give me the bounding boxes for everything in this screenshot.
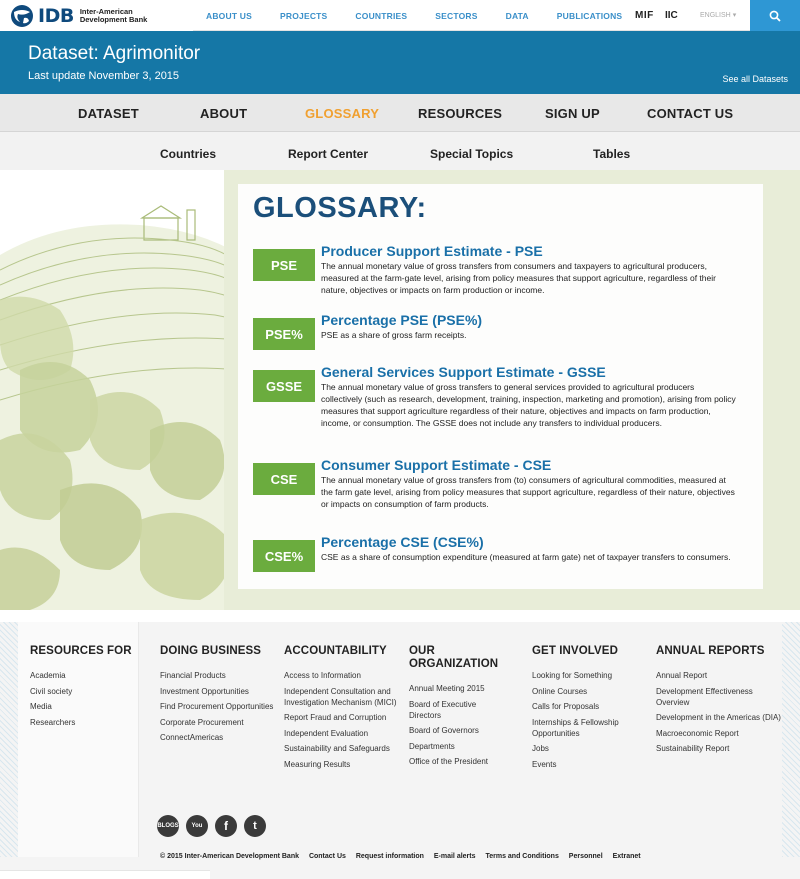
legal-link-personnel[interactable]: Personnel bbox=[568, 853, 603, 860]
footer-link[interactable]: Annual Meeting 2015 bbox=[409, 684, 485, 693]
footer-link[interactable]: Online Courses bbox=[532, 686, 588, 696]
mif-link[interactable]: MIF bbox=[635, 10, 654, 21]
globe-icon bbox=[10, 4, 34, 28]
footer-link[interactable]: Independent Evaluation bbox=[284, 728, 369, 738]
logo-text: IDB bbox=[38, 4, 74, 27]
footer-link[interactable]: Civil society bbox=[30, 686, 73, 696]
topnav-publications[interactable]: PUBLICATIONS bbox=[556, 10, 623, 21]
footer-link[interactable]: Report Fraud and Corruption bbox=[284, 713, 387, 722]
dataset-title: Dataset: Agrimonitor bbox=[28, 43, 201, 64]
topnav-countries[interactable]: COUNTRIES bbox=[355, 10, 408, 21]
footer-link[interactable]: Academia bbox=[30, 671, 66, 680]
blogs-icon[interactable]: BLOGS bbox=[157, 815, 179, 837]
legal-link-email-alerts[interactable]: E-mail alerts bbox=[433, 853, 476, 860]
glossary-term-gsse bbox=[253, 364, 753, 444]
topnav-data[interactable]: DATA bbox=[505, 10, 529, 21]
footer-pattern-left bbox=[0, 622, 18, 857]
footer-link[interactable]: Annual Report bbox=[656, 671, 708, 680]
footer-heading: GET INVOLVED bbox=[532, 645, 618, 657]
iic-link[interactable]: IIC bbox=[665, 10, 678, 21]
footer-link[interactable]: Financial Products bbox=[160, 671, 226, 680]
footer-heading: OUR ORGANIZATION bbox=[409, 645, 499, 670]
footer-link[interactable]: Investment Opportunities bbox=[160, 686, 249, 696]
footer-link[interactable]: Sustainability and Safeguards bbox=[284, 744, 390, 753]
footer-link[interactable]: Board of Executive Directors bbox=[409, 699, 477, 720]
subnav-countries[interactable]: Countries bbox=[160, 147, 217, 161]
glossary-term-cse-percent bbox=[253, 534, 753, 579]
tab-sign-up[interactable]: SIGN UP bbox=[545, 106, 600, 121]
footer-link[interactable]: Researchers bbox=[30, 717, 76, 727]
chevron-down-icon: ▾ bbox=[732, 12, 737, 19]
footer-col-get-involved bbox=[532, 645, 650, 774]
farm-illustration bbox=[0, 170, 240, 610]
footer-link[interactable]: Events bbox=[532, 759, 557, 769]
footer-link[interactable]: Access to Information bbox=[284, 671, 361, 680]
footer-link[interactable]: Jobs bbox=[532, 744, 549, 753]
sub-nav bbox=[0, 132, 800, 170]
term-description: The annual monetary value of gross transfers from consumers and taxpayers to agricultural producers, measured at the farm-gate level, arising from policy measures that support agriculture, regardless of their nature, objectives or impacts on farm production or income. bbox=[321, 261, 716, 295]
facebook-icon[interactable]: f bbox=[215, 815, 237, 837]
term-badge: CSE bbox=[253, 463, 315, 495]
glossary-term-pse-percent bbox=[253, 312, 753, 348]
term-title: Percentage PSE (PSE%) bbox=[321, 312, 483, 328]
term-title: Consumer Support Estimate - CSE bbox=[321, 457, 552, 473]
glossary-title: GLOSSARY: bbox=[253, 192, 427, 224]
footer-pattern-right bbox=[782, 622, 800, 857]
main-nav bbox=[0, 94, 800, 132]
legal-link-request-info[interactable]: Request information bbox=[355, 853, 424, 860]
term-description: The annual monetary value of gross transfers from (to) consumers of agricultural commodities, measured at the farm gate level, arising from policy measures that support agriculture, regardless of their nature, objectives or impacts on consumption of farm products. bbox=[321, 475, 735, 509]
footer-link[interactable]: Macroeconomic Report bbox=[656, 728, 739, 738]
top-bar bbox=[0, 0, 800, 31]
youtube-icon[interactable]: You bbox=[186, 815, 208, 837]
footer-link[interactable]: Corporate Procurement bbox=[160, 717, 244, 727]
legal-link-contact[interactable]: Contact Us bbox=[308, 853, 346, 860]
term-title: Percentage CSE (CSE%) bbox=[321, 534, 484, 550]
footer-col-annual-reports bbox=[656, 645, 781, 759]
tab-resources[interactable]: RESOURCES bbox=[418, 106, 503, 121]
subnav-special-topics[interactable]: Special Topics bbox=[430, 147, 514, 161]
topnav-about-us[interactable]: ABOUT US bbox=[206, 10, 252, 21]
footer-link[interactable]: Office of the President bbox=[409, 757, 489, 766]
footer-link[interactable]: Board of Governors bbox=[409, 726, 479, 735]
search-icon bbox=[769, 10, 781, 22]
term-badge: PSE bbox=[253, 249, 315, 281]
footer-link[interactable]: Departments bbox=[409, 741, 455, 751]
logo-name: Inter-American Development Bank bbox=[79, 6, 148, 24]
footer-link[interactable]: Measuring Results bbox=[284, 759, 351, 769]
footer-col-doing-business bbox=[160, 645, 278, 748]
footer-link[interactable]: ConnectAmericas bbox=[160, 733, 224, 742]
dataset-last-update: Last update November 3, 2015 bbox=[28, 70, 180, 82]
term-description: The annual monetary value of gross transfers to general services provided to agricultural producers collectively (such as research, development, training, inspection, marketing and promotion), arising from policy measures that support agriculture regardless of their nature, objectives and impacts on farm production, income, or consumption. The GSSE does not include any transfers to individual producers. bbox=[321, 382, 736, 428]
term-badge: PSE% bbox=[253, 318, 315, 350]
footer-heading: DOING BUSINESS bbox=[160, 645, 262, 657]
footer-col-accountability bbox=[284, 645, 402, 774]
glossary-term-pse bbox=[253, 243, 753, 303]
tab-dataset[interactable]: DATASET bbox=[78, 106, 139, 121]
copyright: © 2015 Inter-American Development Bank bbox=[160, 853, 299, 860]
term-title: Producer Support Estimate - PSE bbox=[321, 243, 543, 259]
footer-link[interactable]: Media bbox=[30, 702, 52, 711]
footer-link[interactable]: Development Effectiveness Overview bbox=[656, 686, 753, 707]
footer bbox=[0, 622, 800, 879]
footer-link[interactable]: Sustainability Report bbox=[656, 744, 730, 753]
legal-links bbox=[160, 853, 649, 860]
tab-contact-us[interactable]: CONTACT US bbox=[647, 106, 734, 121]
idb-logo[interactable] bbox=[0, 0, 193, 31]
tab-glossary[interactable]: GLOSSARY bbox=[305, 106, 380, 121]
language-label: ENGLISH bbox=[700, 12, 731, 19]
search-button[interactable] bbox=[750, 0, 800, 31]
glossary-term-cse bbox=[253, 457, 753, 517]
see-all-datasets-link[interactable]: See all Datasets bbox=[722, 74, 788, 84]
dataset-header bbox=[0, 31, 800, 94]
subnav-report-center[interactable]: Report Center bbox=[288, 147, 369, 161]
bottom-strip bbox=[0, 870, 210, 879]
subnav-tables[interactable]: Tables bbox=[593, 147, 631, 161]
footer-link[interactable]: Find Procurement Opportunities bbox=[160, 702, 274, 711]
footer-col-resources bbox=[30, 645, 148, 732]
footer-link[interactable]: Development in the Americas (DIA) bbox=[656, 713, 781, 722]
footer-link[interactable]: Independent Consultation and Investigation Mechanism (MICI) bbox=[284, 686, 397, 707]
footer-link[interactable]: Looking for Something bbox=[532, 671, 613, 680]
footer-col-our-organization bbox=[409, 645, 509, 772]
footer-gap bbox=[0, 610, 800, 622]
footer-heading: RESOURCES FOR bbox=[30, 645, 132, 657]
topnav-projects[interactable]: PROJECTS bbox=[280, 10, 328, 21]
footer-heading: ACCOUNTABILITY bbox=[284, 645, 387, 657]
topnav-sectors[interactable]: SECTORS bbox=[435, 10, 478, 21]
top-nav bbox=[206, 0, 650, 31]
tab-about[interactable]: ABOUT bbox=[200, 106, 248, 121]
farm-landscape-image bbox=[0, 170, 240, 610]
glossary-card bbox=[238, 184, 763, 589]
social-icons bbox=[157, 815, 273, 837]
term-description: PSE as a share of gross farm receipts. bbox=[321, 330, 467, 340]
term-badge: GSSE bbox=[253, 370, 315, 402]
language-select[interactable] bbox=[700, 11, 736, 19]
legal-link-extranet[interactable]: Extranet bbox=[612, 853, 641, 860]
footer-heading: ANNUAL REPORTS bbox=[656, 645, 765, 657]
legal-link-terms[interactable]: Terms and Conditions bbox=[485, 853, 559, 860]
term-badge: CSE% bbox=[253, 540, 315, 572]
term-description: CSE as a share of consumption expenditure (measured at farm gate) net of taxpayer transfers to consumers. bbox=[321, 552, 731, 562]
twitter-icon[interactable]: t bbox=[244, 815, 266, 837]
footer-link[interactable]: Internships & Fellowship Opportunities bbox=[532, 717, 619, 738]
footer-link[interactable]: Calls for Proposals bbox=[532, 702, 600, 711]
term-title: General Services Support Estimate - GSSE bbox=[321, 364, 606, 380]
